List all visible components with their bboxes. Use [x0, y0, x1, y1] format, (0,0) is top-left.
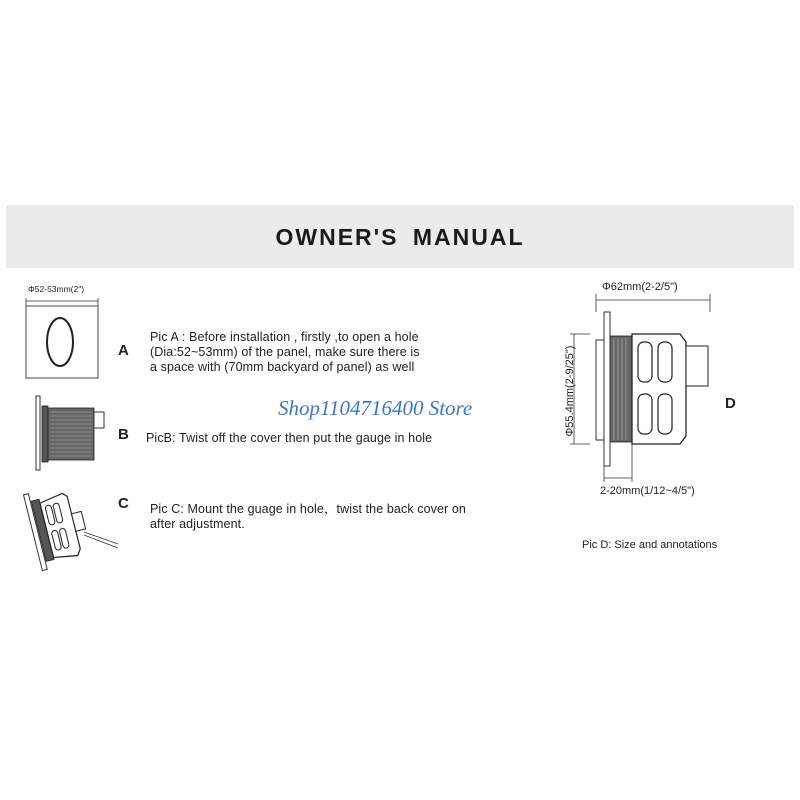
pic-d-size-drawing	[560, 290, 730, 490]
pic-a-panel-hole-drawing	[24, 296, 104, 382]
pic-c-line-1: Pic C: Mount the guage in hole，twist the back cover on	[150, 502, 466, 516]
pic-a-line-1: Pic A : Before installation , firstly ,to open a hole	[150, 330, 419, 344]
pic-b-gauge-in-hole-drawing	[30, 392, 110, 474]
pic-d-bottom-dimension: 2-20mm(1/12~4/5")	[600, 485, 695, 497]
page-title: OWNER'S MANUAL	[275, 224, 525, 250]
title-banner	[6, 205, 794, 268]
pic-c-line-2: after adjustment.	[150, 517, 245, 531]
pic-b-letter: B	[118, 426, 129, 443]
pic-a-instructions	[150, 330, 480, 375]
pic-a-dimension: Φ52-53mm(2")	[28, 284, 85, 294]
pic-d-letter: D	[725, 395, 736, 412]
pic-d-top-dimension: Φ62mm(2-2/5")	[602, 281, 678, 293]
pic-c-letter: C	[118, 495, 129, 512]
pic-a-letter: A	[118, 342, 129, 359]
pic-d-caption: Pic D: Size and annotations	[582, 539, 718, 551]
pic-c-mounted-gauge-drawing	[22, 480, 122, 566]
pic-c-instructions	[150, 502, 520, 532]
pic-a-line-3: a space with (70mm backyard of panel) as well	[150, 360, 415, 374]
store-watermark: Shop1104716400 Store	[278, 396, 473, 420]
pic-b-instructions: PicB: Twist off the cover then put the gauge in hole	[146, 431, 433, 445]
pic-a-line-2: (Dia:52~53mm) of the panel, make sure there is	[150, 345, 420, 359]
pic-d-side-dimension: Φ55.4mm(2-9/25")	[564, 345, 576, 437]
